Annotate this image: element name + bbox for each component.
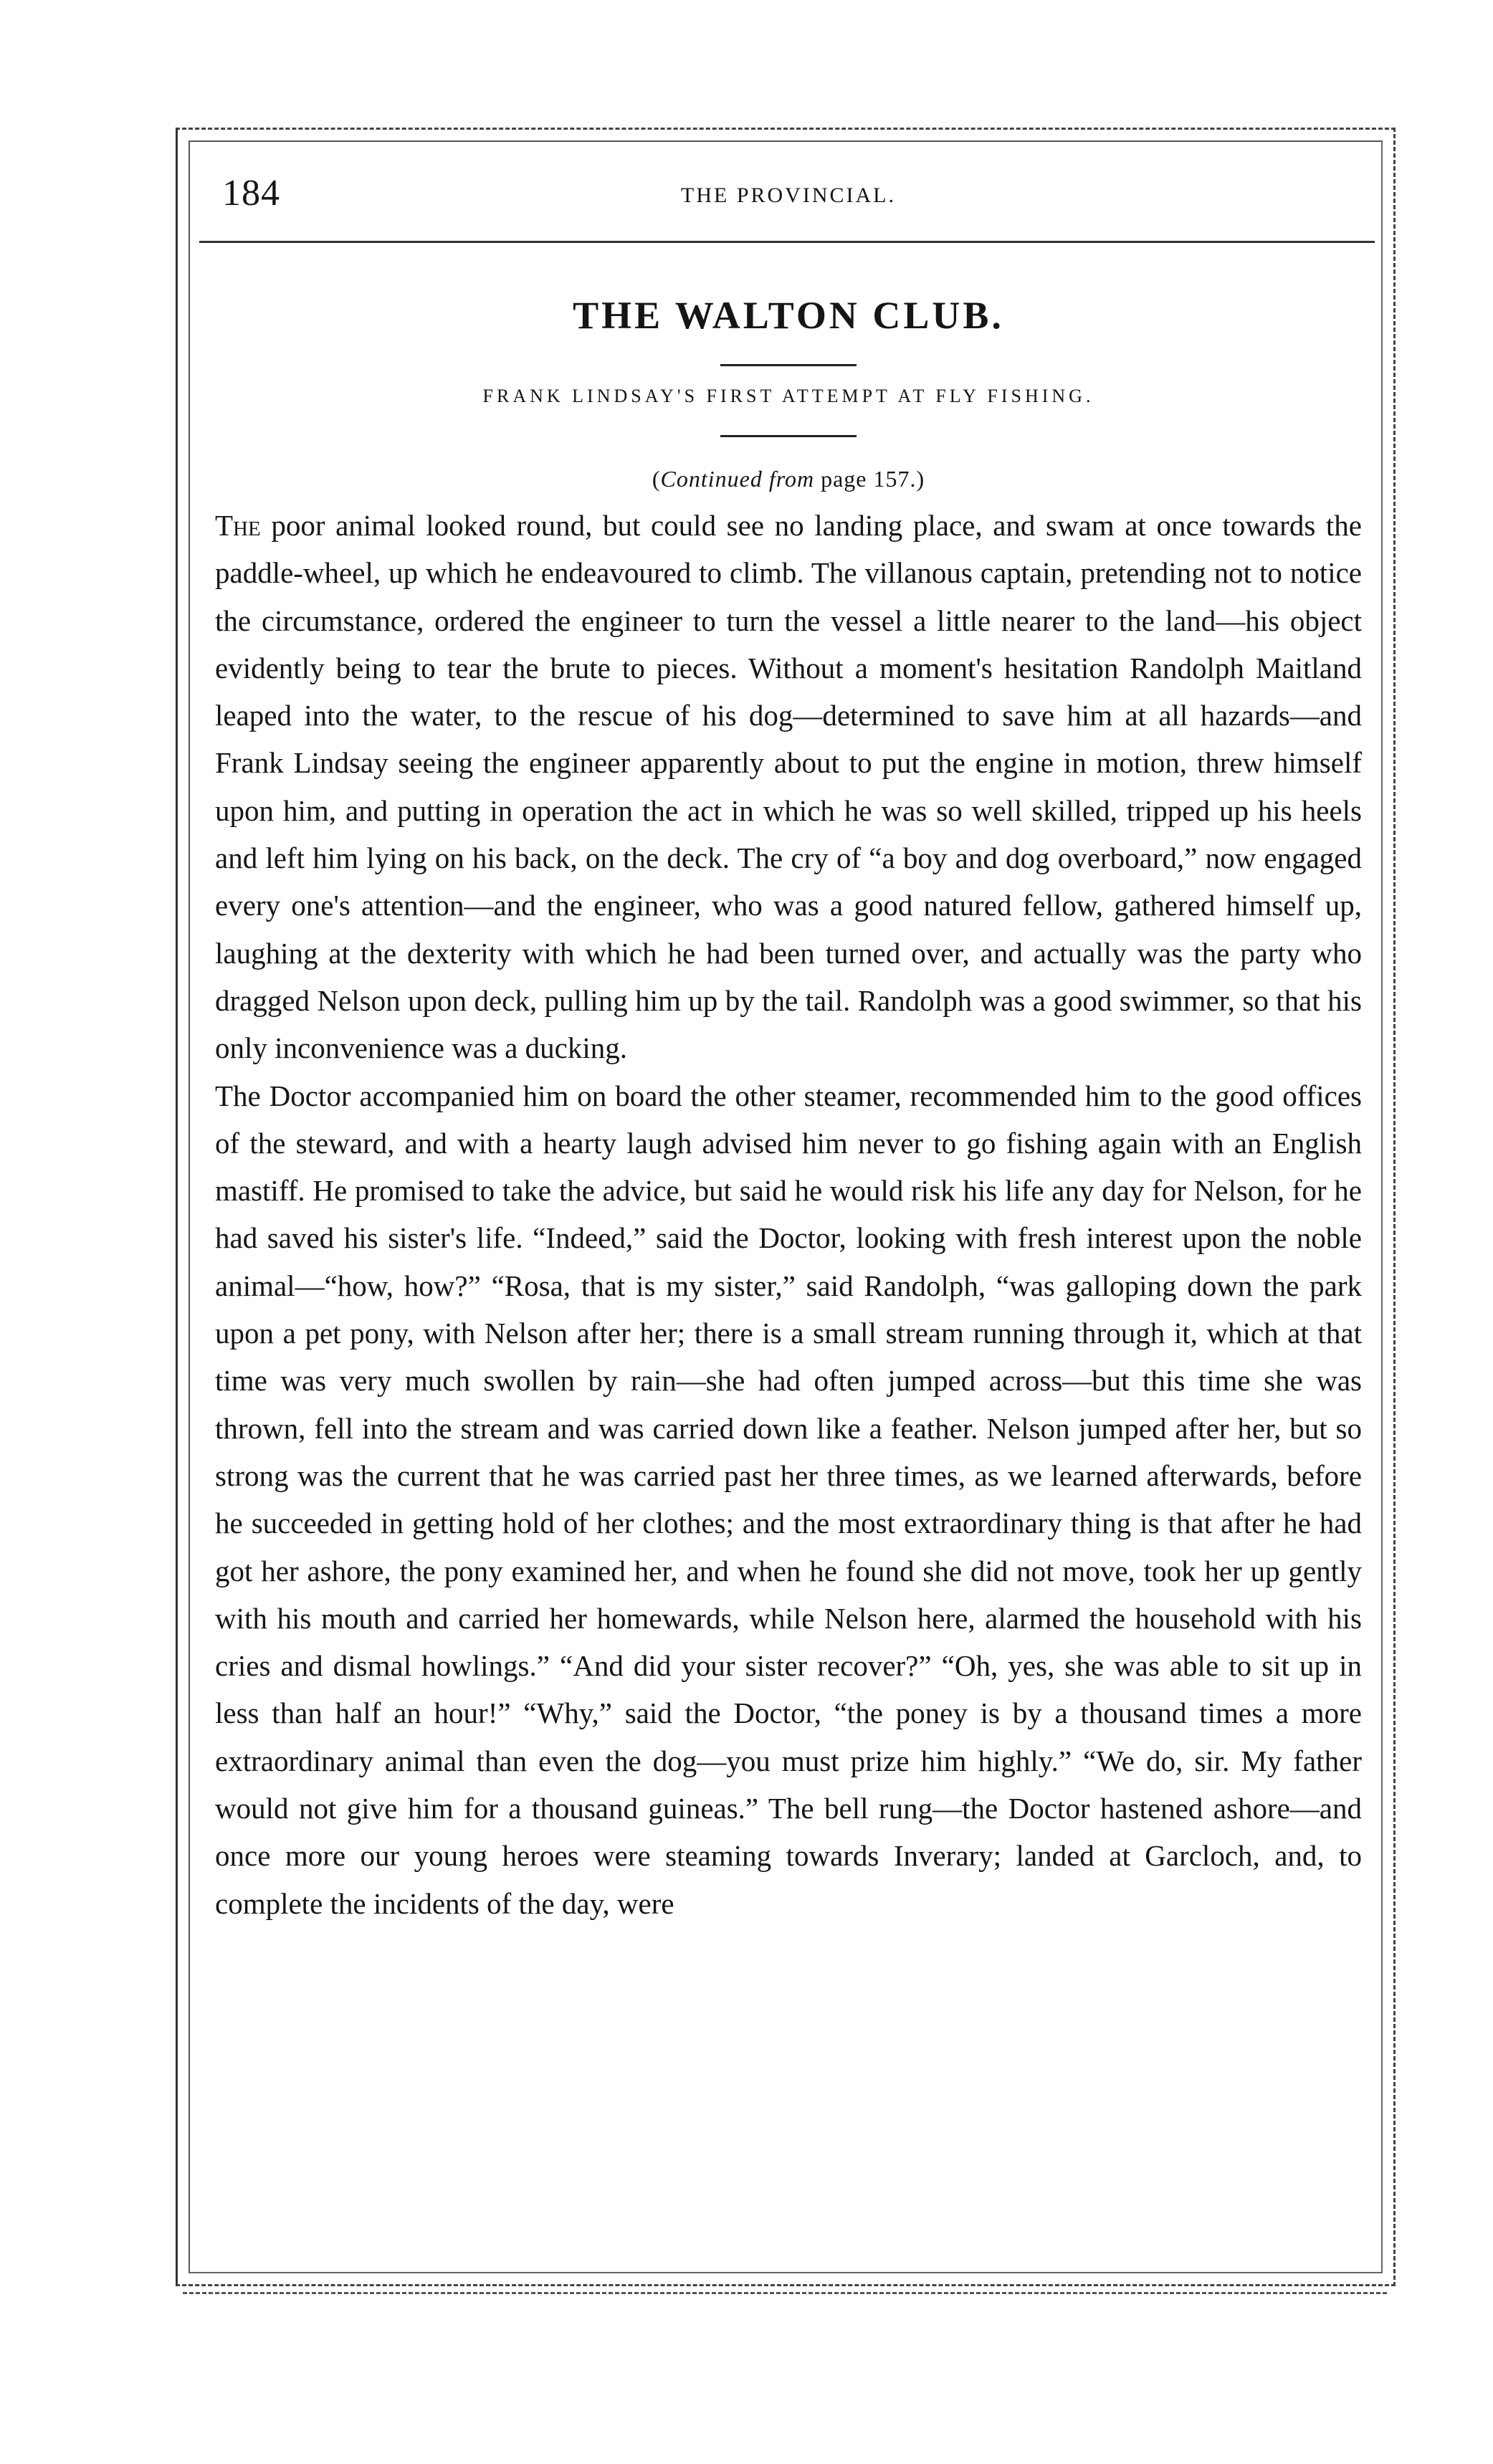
bottom-dashed-rule [183,2292,1387,2294]
page-header [215,163,1362,235]
article-title: THE WALTON CLUB. [573,294,1004,337]
continued-note [215,456,1362,502]
paragraph-1 [215,502,1362,1072]
paragraph-lead: The [215,509,261,542]
article-subtitle: FRANK LINDSAY'S FIRST ATTEMPT AT FLY FISHING. [482,386,1094,406]
running-title: THE PROVINCIAL. [681,183,896,207]
continued-close: ) [916,466,925,492]
header-rule [199,241,1375,243]
paragraph-2 [215,1072,1362,1927]
continued-label: Continued from [660,466,815,492]
article-body [215,502,1362,1927]
page-number: 184 [222,173,280,214]
paragraph-text: The Doctor accompanied him on board the other steamer, recommended him to the good offices of the steward, and with a hearty laugh advised him never to go fishing again with an English mastiff. He promised to take the advice, but said he would risk his life any day for Nelson, for he had saved his sister's life. “Indeed,” said the Doctor, looking with fresh interest upon the noble animal—“how, how?” “Rosa, that is my sister,” said Randolph, “was galloping down the park upon a pet pony, with Nelson after her; there is a small stream running through it, which at that time was very much swollen by rain—she had often jumped across—but this time she was thrown, fell into the stream and was carried down like a feather. Nelson jumped after her, but so strong was the current that he was carried past her three times, as we learned afterwards, before he succeeded in getting hold of her clothes; and the most extraordinary thing is that after he had got her ashore, the pony examined her, and when he found she did not move, took her up gently with his mouth and carried her homewards, while Nelson here, alarmed the household with his cries and dismal howlings.” “And did your sister recover?” “Oh, yes, she was able to sit up in less than half an hour!” “Why,” said the Doctor, “the poney is by a thousand times a more extraordinary animal than even the dog—you must prize him highly.” “We do, sir. My father would not give him for a thousand guineas.” The bell rung—the Doctor hastened ashore—and once more our young heroes were steaming towards Inverary; landed at Garcloch, and, to complete the incidents of the day, were [215,1079,1362,1920]
continued-page: page 157. [821,466,917,492]
continued-open: ( [652,466,661,492]
title-divider [720,364,857,366]
paragraph-text: poor animal looked round, but could see no landing place, and swam at once towards the paddle-wheel, up which he endeavoured to climb. The villanous captain, pretending not to notice the circumstance, ordered the engineer to turn the vessel a little nearer to the land—his object evidently being to tear the brute to pieces. Without a moment's hesitation Randolph Maitland leaped into the water, to the rescue of his dog—determined to save him at all hazards—and Frank Lindsay seeing the engineer apparently about to put the engine in motion, threw himself upon him, and putting in operation the act in which he was so well skilled, tripped up his heels and left him lying on his back, on the deck. The cry of “a boy and dog overboard,” now engaged every one's attention—and the engineer, who was a good natured fellow, gathered himself up, laughing at the dexterity with which he had been turned over, and actually was the party who dragged Nelson upon deck, pulling him up by the tail. Randolph was a good swimmer, so that his only inconvenience was a ducking. [215,509,1362,1065]
article [215,287,1362,1927]
subtitle-divider [720,435,857,437]
